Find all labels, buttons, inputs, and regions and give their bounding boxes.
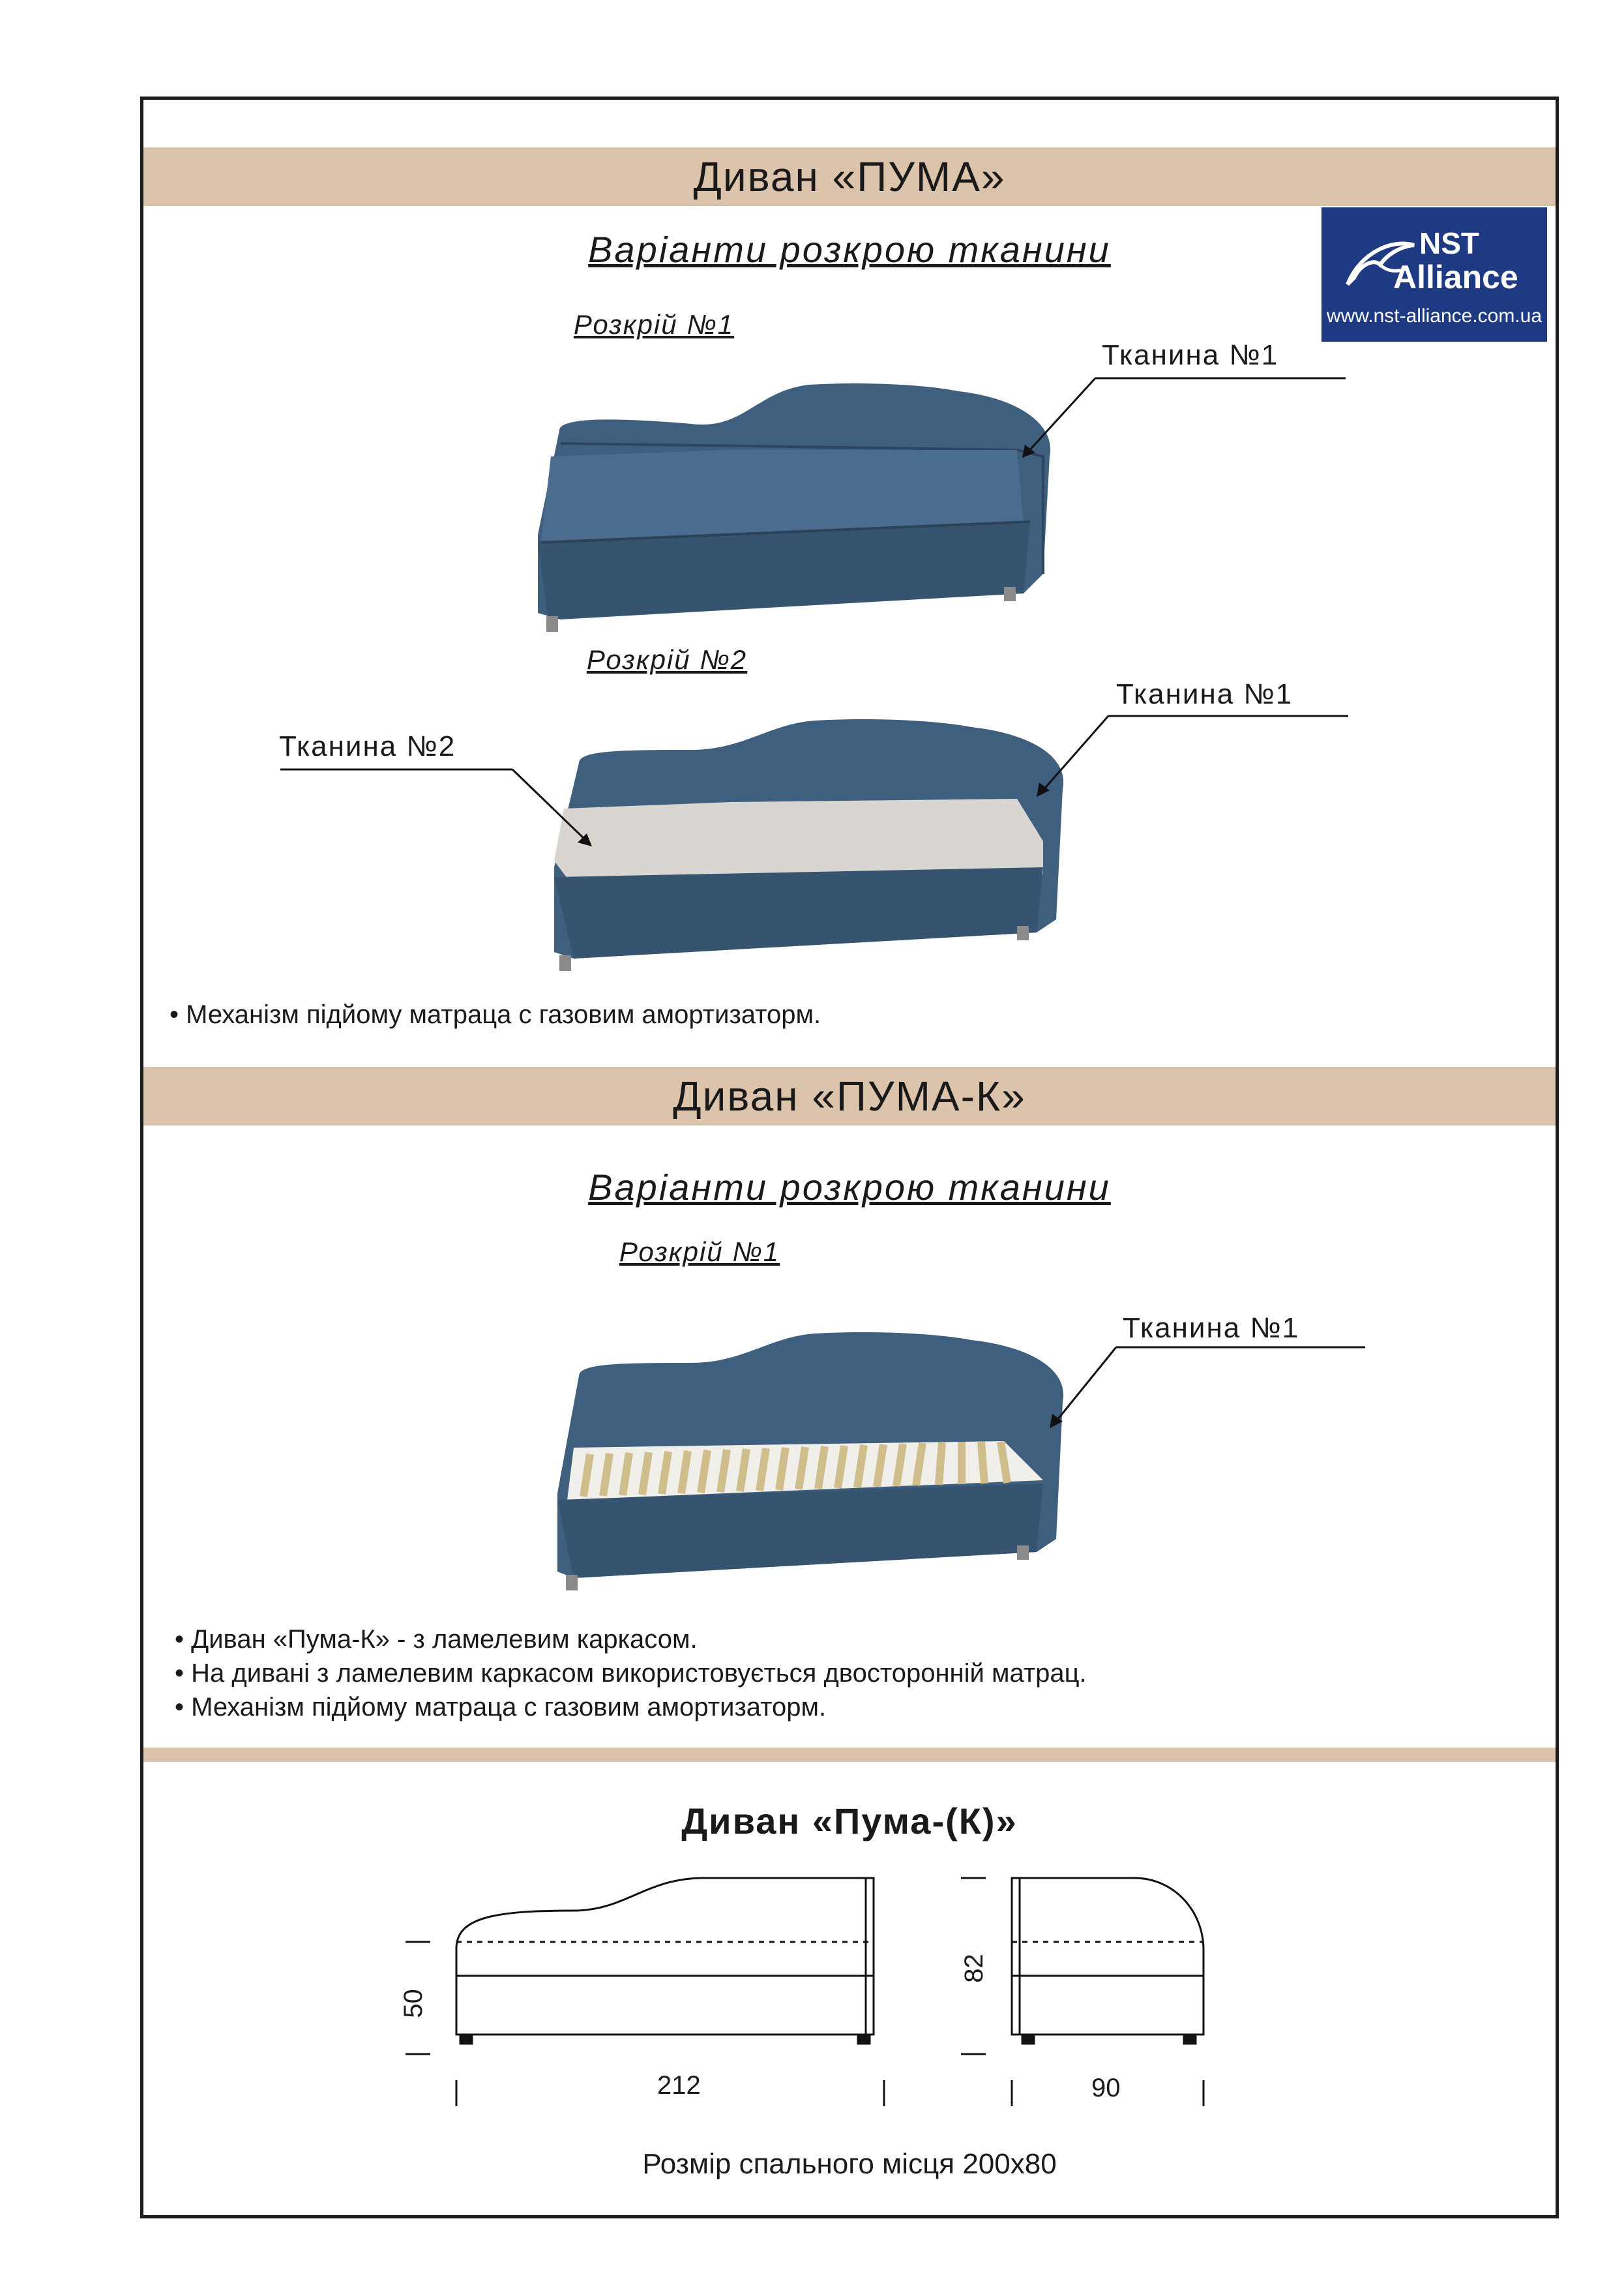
logo-text-nst: NST <box>1419 226 1479 260</box>
logo-text-alliance: Alliance <box>1393 259 1518 295</box>
section2-cut1-label: Розкрій №1 <box>619 1236 780 1267</box>
bed-size-caption: Розмір спального місця 200х80 <box>642 2148 1057 2180</box>
section2-cut1-fabric1: Тканина №1 <box>1123 1312 1300 1344</box>
section1-subtitle: Варіанти розкрою тканини <box>588 229 1111 270</box>
section1-cut2-fabric2: Тканина №2 <box>279 730 456 762</box>
sofa-cut1-image <box>538 383 1050 632</box>
section1-cut1-fabric1: Тканина №1 <box>1102 339 1279 371</box>
section1-cut2-fabric1: Тканина №1 <box>1116 678 1293 710</box>
section1-cut1-label: Розкрій №1 <box>573 309 735 340</box>
section2-title: Диван «ПУМА-К» <box>673 1073 1026 1120</box>
side-view-drawing <box>961 1878 1203 2106</box>
dimension-height-front: 50 <box>398 1989 428 2018</box>
dimension-height-side: 82 <box>959 1954 988 1983</box>
section2-note-1: • Диван «Пума-К» - з ламелевим каркасом. <box>175 1625 698 1654</box>
leader-arrow-cut2-fabric1 <box>1042 716 1108 792</box>
front-view-drawing <box>406 1878 884 2106</box>
section2-note-3: • Механізм підйому матраца с газовим амортизаторм. <box>175 1693 827 1722</box>
leader-arrow-cut1-fabric1 <box>1027 378 1095 453</box>
leader-arrow-puma-k-fabric1 <box>1055 1347 1116 1423</box>
sofa-puma-k-image <box>557 1332 1063 1590</box>
section1-title: Диван «ПУМА» <box>693 153 1006 200</box>
section2-subtitle: Варіанти розкрою тканини <box>588 1167 1111 1208</box>
section1-cut2-label: Розкрій №2 <box>586 644 748 675</box>
section2-note-2: • На дивані з ламелевим каркасом використовується двосторонній матрац. <box>175 1659 1087 1688</box>
logo-url: www.nst-alliance.com.ua <box>1326 305 1543 327</box>
dimension-depth: 90 <box>1091 2074 1121 2102</box>
dimensions-title: Диван «Пума-(К)» <box>681 1800 1018 1841</box>
dimension-length: 212 <box>657 2071 701 2100</box>
sofa-cut2-image <box>554 719 1063 971</box>
section1-note-1: • Механізм підйому матраца с газовим амортизаторм. <box>170 1000 821 1029</box>
